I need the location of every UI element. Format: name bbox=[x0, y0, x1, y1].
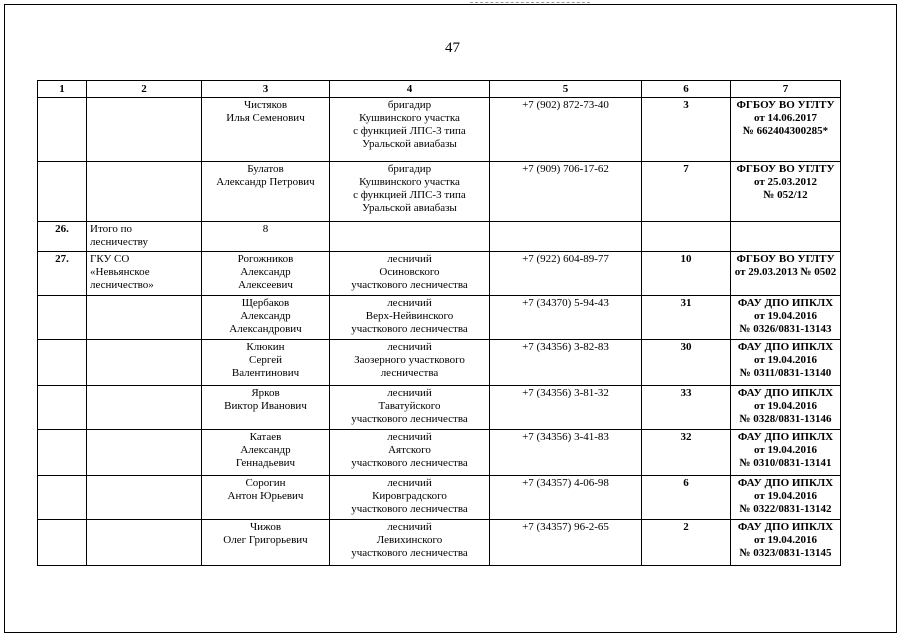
cell-c1: 27. bbox=[38, 252, 87, 296]
cell-line: Таватуйского bbox=[378, 400, 441, 412]
cell-c1 bbox=[38, 162, 87, 222]
cell-line: Олег Григорьевич bbox=[223, 534, 308, 546]
cell-c4 bbox=[330, 252, 490, 296]
cell-line: № 0310/0831-13141 bbox=[739, 457, 832, 469]
header-cell: 6 bbox=[642, 81, 731, 98]
cell-line: Александр bbox=[240, 444, 291, 456]
cell-line: Александр Петрович bbox=[216, 176, 315, 188]
cell-c4 bbox=[330, 386, 490, 430]
cell-c6: 7 bbox=[642, 162, 731, 222]
cell-line: с функцией ЛПС-3 типа bbox=[353, 189, 466, 201]
cell-c3 bbox=[202, 296, 330, 340]
cell-line: участкового лесничества bbox=[351, 323, 468, 335]
cell-c7 bbox=[731, 222, 841, 252]
top-divider bbox=[470, 2, 590, 3]
cell-c6: 2 bbox=[642, 520, 731, 566]
cell-c2 bbox=[87, 520, 202, 566]
cell-line: ФАУ ДПО ИПКЛХ bbox=[737, 297, 834, 309]
cell-c4 bbox=[330, 520, 490, 566]
table-row bbox=[38, 252, 841, 296]
cell-c5: +7 (34356) 3-41-83 bbox=[490, 430, 642, 476]
cell-line: ФГБОУ ВО УГЛТУ bbox=[736, 163, 835, 175]
cell-line: Антон Юрьевич bbox=[227, 490, 304, 502]
table-row bbox=[38, 98, 841, 162]
cell-c5: +7 (34356) 3-81-32 bbox=[490, 386, 642, 430]
cell-c2 bbox=[87, 98, 202, 162]
cell-line: лесничий bbox=[387, 521, 432, 533]
cell-c3 bbox=[202, 222, 330, 252]
cell-line: ФГБОУ ВО УГЛТУ bbox=[736, 99, 835, 111]
cell-c5: +7 (909) 706-17-62 bbox=[490, 162, 642, 222]
cell-line: Верх-Нейвинского bbox=[365, 310, 454, 322]
cell-line: участкового лесничества bbox=[351, 503, 468, 515]
header-cell: 7 bbox=[731, 81, 841, 98]
header-cell: 2 bbox=[87, 81, 202, 98]
cell-c7 bbox=[731, 296, 841, 340]
cell-c2 bbox=[87, 476, 202, 520]
cell-c1 bbox=[38, 98, 87, 162]
cell-line: Щербаков bbox=[241, 297, 290, 309]
cell-c4 bbox=[330, 162, 490, 222]
table-row bbox=[38, 162, 841, 222]
cell-c5: +7 (34357) 4-06-98 bbox=[490, 476, 642, 520]
cell-line: лесничий bbox=[387, 341, 432, 353]
cell-line: № 0311/0831-13140 bbox=[739, 367, 832, 379]
cell-line: ФГБОУ ВО УГЛТУ bbox=[736, 253, 835, 265]
cell-line: от 19.04.2016 bbox=[753, 354, 817, 366]
cell-line: ФАУ ДПО ИПКЛХ bbox=[737, 477, 834, 489]
cell-c6: 3 bbox=[642, 98, 731, 162]
cell-line: Кушвинского участка bbox=[359, 112, 460, 124]
cell-c7 bbox=[731, 520, 841, 566]
cell-c6: 6 bbox=[642, 476, 731, 520]
staff-table bbox=[37, 80, 841, 566]
cell-line: Рогожников bbox=[237, 253, 294, 265]
cell-line: Сорогин bbox=[245, 477, 286, 489]
cell-line: лесничий bbox=[387, 297, 432, 309]
cell-line: лесничий bbox=[387, 477, 432, 489]
cell-line: Чистяков bbox=[243, 99, 288, 111]
table-row bbox=[38, 430, 841, 476]
cell-line: Итого по bbox=[90, 223, 132, 235]
cell-line: Кировградского bbox=[372, 490, 447, 502]
cell-c2 bbox=[87, 162, 202, 222]
cell-line: от 29.03.2013 № 0502 bbox=[734, 266, 837, 278]
cell-c3 bbox=[202, 98, 330, 162]
header-cell: 4 bbox=[330, 81, 490, 98]
cell-line: «Невьянское bbox=[90, 266, 150, 278]
cell-line: № 052/12 bbox=[763, 189, 808, 201]
cell-line: Уральской авиабазы bbox=[362, 202, 457, 214]
cell-line: Заозерного участкового bbox=[354, 354, 465, 366]
cell-c1 bbox=[38, 430, 87, 476]
page-number: 47 bbox=[445, 40, 460, 56]
cell-c3 bbox=[202, 386, 330, 430]
cell-line: от 19.04.2016 bbox=[753, 444, 817, 456]
cell-c7 bbox=[731, 98, 841, 162]
cell-line: Левихинского bbox=[376, 534, 443, 546]
cell-line: от 25.03.2012 bbox=[753, 176, 817, 188]
cell-c5: +7 (902) 872-73-40 bbox=[490, 98, 642, 162]
cell-line: № 0326/0831-13143 bbox=[739, 323, 832, 335]
cell-line: № 0328/0831-13146 bbox=[739, 413, 832, 425]
cell-line: Сергей bbox=[249, 354, 282, 366]
cell-line: лесничий bbox=[387, 387, 432, 399]
cell-c4 bbox=[330, 296, 490, 340]
cell-c4 bbox=[330, 476, 490, 520]
cell-line: от 19.04.2016 bbox=[753, 310, 817, 322]
cell-c7 bbox=[731, 162, 841, 222]
cell-c2 bbox=[87, 386, 202, 430]
cell-line: Чижов bbox=[249, 521, 282, 533]
cell-line: Аятского bbox=[388, 444, 431, 456]
cell-c6: 10 bbox=[642, 252, 731, 296]
cell-line: бригадир bbox=[387, 163, 432, 175]
cell-line: ФАУ ДПО ИПКЛХ bbox=[737, 341, 834, 353]
cell-line: участкового лесничества bbox=[351, 547, 468, 559]
cell-line: лесничеству bbox=[90, 236, 148, 248]
cell-c7 bbox=[731, 386, 841, 430]
cell-line: ФАУ ДПО ИПКЛХ bbox=[737, 431, 834, 443]
cell-line: Уральской авиабазы bbox=[362, 138, 457, 150]
cell-line: лесничий bbox=[387, 253, 432, 265]
cell-line: с функцией ЛПС-3 типа bbox=[353, 125, 466, 137]
cell-c2 bbox=[87, 222, 202, 252]
cell-c2 bbox=[87, 430, 202, 476]
cell-line: Клюкин bbox=[246, 341, 285, 353]
table-row bbox=[38, 296, 841, 340]
header-cell: 3 bbox=[202, 81, 330, 98]
table-body bbox=[38, 81, 841, 566]
table-row bbox=[38, 520, 841, 566]
cell-line: Катаев bbox=[249, 431, 282, 443]
table-row bbox=[38, 386, 841, 430]
cell-line: № 662404300285* bbox=[742, 125, 829, 137]
cell-line: Александрович bbox=[229, 323, 302, 335]
cell-line: 8 bbox=[262, 223, 269, 235]
cell-c7 bbox=[731, 340, 841, 386]
cell-c2 bbox=[87, 252, 202, 296]
cell-c2 bbox=[87, 340, 202, 386]
cell-line: лесничество» bbox=[90, 279, 154, 291]
cell-c3 bbox=[202, 520, 330, 566]
cell-c1: 26. bbox=[38, 222, 87, 252]
cell-line: от 19.04.2016 bbox=[753, 490, 817, 502]
cell-line: № 0323/0831-13145 bbox=[739, 547, 832, 559]
cell-c3 bbox=[202, 476, 330, 520]
cell-c1 bbox=[38, 520, 87, 566]
cell-c6 bbox=[642, 222, 731, 252]
cell-line: № 0322/0831-13142 bbox=[739, 503, 832, 515]
cell-c5 bbox=[490, 222, 642, 252]
cell-c6: 31 bbox=[642, 296, 731, 340]
cell-line: от 19.04.2016 bbox=[753, 534, 817, 546]
table-row bbox=[38, 222, 841, 252]
cell-line: Илья Семенович bbox=[226, 112, 305, 124]
cell-line: Геннадьевич bbox=[235, 457, 296, 469]
cell-line: Алексеевич bbox=[238, 279, 293, 291]
cell-line: Осиновского bbox=[379, 266, 440, 278]
cell-c4 bbox=[330, 340, 490, 386]
cell-c1 bbox=[38, 386, 87, 430]
cell-line: Булатов bbox=[247, 163, 284, 175]
cell-c2 bbox=[87, 296, 202, 340]
cell-line: Кушвинского участка bbox=[359, 176, 460, 188]
cell-line: Александр bbox=[240, 266, 291, 278]
cell-c5: +7 (34356) 3-82-83 bbox=[490, 340, 642, 386]
cell-c7 bbox=[731, 252, 841, 296]
table-row bbox=[38, 476, 841, 520]
cell-line: участкового лесничества bbox=[351, 279, 468, 291]
cell-line: Ярков bbox=[251, 387, 280, 399]
cell-c6: 32 bbox=[642, 430, 731, 476]
cell-line: бригадир bbox=[387, 99, 432, 111]
cell-line: Валентинович bbox=[231, 367, 300, 379]
cell-line: ГКУ СО bbox=[90, 253, 130, 265]
cell-line: от 14.06.2017 bbox=[753, 112, 817, 124]
cell-line: ФАУ ДПО ИПКЛХ bbox=[737, 521, 834, 533]
header-cell: 5 bbox=[490, 81, 642, 98]
header-cell: 1 bbox=[38, 81, 87, 98]
cell-line: лесничества bbox=[380, 367, 439, 379]
cell-c5: +7 (34370) 5-94-43 bbox=[490, 296, 642, 340]
cell-c3 bbox=[202, 430, 330, 476]
cell-line: участкового лесничества bbox=[351, 457, 468, 469]
cell-c7 bbox=[731, 476, 841, 520]
cell-c4 bbox=[330, 222, 490, 252]
cell-c3 bbox=[202, 252, 330, 296]
cell-c6: 33 bbox=[642, 386, 731, 430]
cell-line: участкового лесничества bbox=[351, 413, 468, 425]
cell-c5: +7 (34357) 96-2-65 bbox=[490, 520, 642, 566]
cell-c1 bbox=[38, 476, 87, 520]
cell-line: ФАУ ДПО ИПКЛХ bbox=[737, 387, 834, 399]
header-row bbox=[38, 81, 841, 98]
cell-c4 bbox=[330, 430, 490, 476]
cell-c3 bbox=[202, 340, 330, 386]
cell-c3 bbox=[202, 162, 330, 222]
cell-line: Александр bbox=[240, 310, 291, 322]
table-row bbox=[38, 340, 841, 386]
cell-c5: +7 (922) 604-89-77 bbox=[490, 252, 642, 296]
cell-c4 bbox=[330, 98, 490, 162]
cell-line: от 19.04.2016 bbox=[753, 400, 817, 412]
cell-c7 bbox=[731, 430, 841, 476]
cell-c1 bbox=[38, 296, 87, 340]
cell-c6: 30 bbox=[642, 340, 731, 386]
cell-c1 bbox=[38, 340, 87, 386]
cell-line: Виктор Иванович bbox=[224, 400, 307, 412]
cell-line: лесничий bbox=[387, 431, 432, 443]
